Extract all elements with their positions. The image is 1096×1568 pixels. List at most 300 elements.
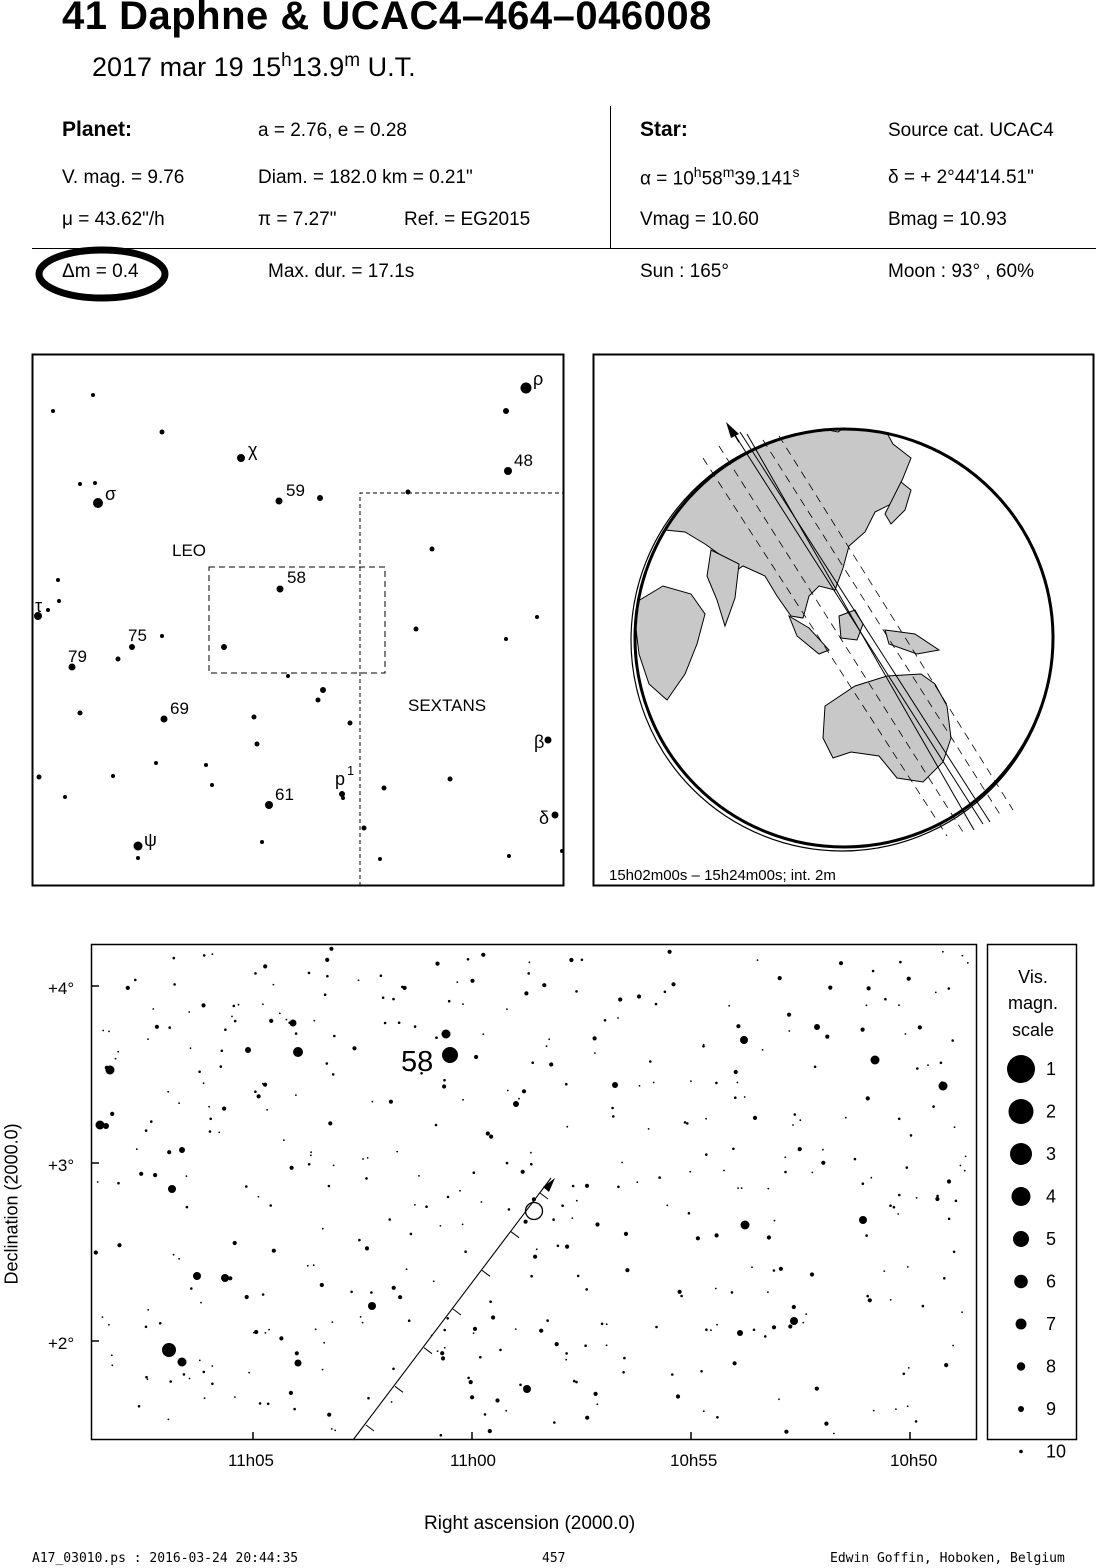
chart-star — [666, 1204, 668, 1206]
chart-star — [327, 1413, 331, 1417]
chart-star — [733, 1361, 737, 1365]
chart-star — [266, 1109, 268, 1111]
chart-star — [147, 1309, 149, 1311]
chart-star — [396, 1151, 398, 1153]
chart-star — [764, 1335, 767, 1338]
chart-star — [822, 1149, 824, 1151]
map-star — [78, 482, 82, 486]
chart-star — [425, 1205, 428, 1208]
chart-star — [440, 1225, 442, 1227]
map-star — [378, 857, 382, 861]
chart-star — [612, 1082, 618, 1088]
map-star — [504, 637, 508, 641]
scale-label-7: 7 — [1046, 1314, 1057, 1334]
chart-star — [866, 1004, 868, 1006]
chart-star — [772, 1325, 776, 1329]
chart-star — [190, 1047, 192, 1049]
chart-star — [792, 1305, 796, 1309]
chart-star — [723, 1170, 725, 1172]
chart-star — [238, 1004, 240, 1006]
chart-star — [951, 1039, 954, 1042]
chart-star — [352, 1046, 356, 1050]
chart-star — [392, 1286, 396, 1290]
chart-star — [527, 972, 530, 975]
chart-star — [179, 1147, 185, 1153]
chart-star — [715, 1082, 718, 1085]
chart-star — [474, 1055, 478, 1059]
chart-star — [908, 1367, 910, 1369]
chart-star — [186, 1206, 189, 1209]
chart-star — [218, 1132, 220, 1134]
chart-star — [443, 1079, 446, 1082]
chart-star — [108, 1324, 110, 1326]
chart-star — [310, 1154, 312, 1156]
chart-star — [522, 1089, 526, 1093]
chart-star — [948, 987, 951, 990]
chart-star — [499, 1349, 502, 1352]
star-label-59: 59 — [286, 481, 305, 500]
chart-star — [269, 1204, 272, 1207]
planet-parallax: π = 7.27" — [258, 209, 337, 230]
chart-star — [295, 1094, 297, 1096]
chart-star — [286, 1019, 288, 1021]
scale-dot-9 — [1018, 1406, 1024, 1412]
xtick-10h50: 10h50 — [890, 1451, 938, 1470]
chart-star — [189, 1378, 191, 1380]
table-divider-vertical — [610, 106, 611, 248]
chart-star — [787, 1013, 791, 1017]
chart-star — [323, 1342, 325, 1344]
chart-star — [444, 1347, 446, 1349]
chart-star — [462, 1003, 464, 1005]
star-label-48: 48 — [514, 451, 533, 470]
chart-star — [788, 1324, 792, 1328]
globe-panel — [593, 354, 1096, 888]
chart-star — [508, 1208, 511, 1211]
chart-star — [203, 1082, 205, 1084]
chart-star — [145, 1129, 148, 1132]
xtick-10h55: 10h55 — [670, 1451, 718, 1470]
chart-star — [469, 1380, 473, 1384]
map-star — [93, 498, 103, 508]
chart-star — [283, 1139, 285, 1141]
chart-star — [136, 1148, 138, 1150]
planet-motion: μ = 43.62"/h — [62, 209, 165, 230]
chart-star — [290, 1166, 294, 1170]
chart-star — [565, 1083, 568, 1086]
chart-star — [671, 982, 675, 986]
chart-star — [371, 1101, 373, 1103]
chart-star — [307, 1265, 309, 1267]
chart-star — [521, 1170, 525, 1174]
chart-star — [173, 1254, 175, 1256]
chart-star — [414, 1025, 417, 1028]
chart-star — [435, 1124, 438, 1127]
chart-star — [828, 986, 832, 990]
chart-star — [110, 1112, 114, 1116]
chart-star — [728, 1005, 730, 1007]
chart-star — [234, 1396, 236, 1398]
chart-star — [389, 1100, 393, 1104]
planet-orbit: a = 2.76, e = 0.28 — [258, 120, 407, 141]
chart-star — [233, 1005, 236, 1008]
chart-star — [147, 1378, 149, 1380]
chart-star — [955, 1200, 958, 1203]
chart-star — [741, 1221, 750, 1230]
chart-star — [767, 1291, 769, 1293]
chart-star — [470, 1395, 474, 1399]
chart-star — [447, 1196, 450, 1199]
event-datetime: 2017 mar 19 15$^h$13.9$^m$ U.T. — [92, 50, 416, 82]
chart-star — [839, 961, 843, 965]
chart-star — [398, 1021, 401, 1024]
chart-star — [138, 1405, 141, 1408]
chart-star — [536, 1248, 538, 1250]
chart-star — [581, 959, 584, 962]
chart-star — [288, 1021, 291, 1024]
scale-dot-5 — [1013, 1231, 1029, 1247]
chart-star — [624, 1232, 628, 1236]
chart-star — [199, 1360, 201, 1362]
chart-star — [433, 1280, 435, 1282]
moon-info: Moon : 93° , 60% — [888, 261, 1034, 282]
chart-star — [872, 970, 875, 973]
chart-star — [209, 1130, 212, 1133]
chart-star — [530, 1152, 532, 1154]
map-star — [221, 644, 227, 650]
star-label-p: p — [335, 769, 346, 789]
chart-star — [833, 1433, 835, 1435]
chart-star — [94, 1250, 98, 1254]
map-star — [237, 454, 245, 462]
map-star — [276, 498, 283, 505]
chart-star — [916, 1067, 919, 1070]
chart-star — [784, 1156, 786, 1158]
chart-star — [507, 1090, 509, 1092]
chart-star — [664, 991, 667, 994]
star-label-tau: τ — [35, 596, 43, 616]
footer-author: Edwin Goffin, Hoboken, Belgium — [830, 1551, 1065, 1566]
chart-star — [178, 1102, 180, 1104]
chart-star — [859, 1216, 867, 1224]
chart-star — [576, 1200, 578, 1202]
chart-star — [690, 1080, 692, 1082]
chart-star — [489, 1300, 492, 1303]
map-star — [46, 608, 50, 612]
chart-star — [482, 1033, 484, 1035]
chart-star — [753, 1329, 756, 1332]
chart-star — [751, 1266, 753, 1268]
chart-star — [328, 1185, 331, 1188]
chart-star — [254, 1330, 258, 1334]
scale-dot-8 — [1017, 1362, 1025, 1370]
chart-star — [208, 1106, 210, 1108]
map-star — [521, 383, 532, 394]
star-bmag: Bmag = 10.93 — [888, 209, 1007, 230]
max-duration: Max. dur. = 17.1s — [268, 261, 415, 282]
chart-star — [873, 1410, 875, 1412]
chart-star — [953, 1251, 956, 1254]
chart-star — [865, 1234, 868, 1237]
chart-star — [111, 1354, 113, 1356]
chart-star — [442, 1084, 446, 1088]
chart-star — [907, 1266, 909, 1268]
chart-star — [220, 1065, 223, 1068]
chart-star — [584, 1344, 587, 1347]
chart-star — [308, 972, 311, 975]
chart-star — [606, 1344, 608, 1346]
chart-star — [762, 1049, 764, 1051]
chart-star — [360, 1316, 362, 1318]
chart-star — [774, 1220, 776, 1222]
chart-star — [254, 972, 257, 975]
chart-star — [459, 1190, 461, 1192]
chart-star — [168, 1419, 170, 1421]
chart-star — [488, 1429, 492, 1433]
map-star — [317, 495, 323, 501]
chart-star — [594, 1392, 598, 1396]
leo-label: LEO — [172, 541, 207, 560]
chart-star — [575, 1381, 578, 1384]
chart-star — [519, 1384, 522, 1387]
chart-star — [440, 1351, 444, 1355]
chart-star — [893, 1206, 896, 1209]
chart-star — [289, 1391, 293, 1395]
map-star — [78, 711, 83, 716]
chart-star — [653, 1082, 655, 1084]
chart-star — [680, 1295, 683, 1298]
chart-star — [689, 1171, 691, 1173]
map-star — [339, 791, 345, 797]
chart-star — [186, 1175, 188, 1177]
chart-star — [572, 1185, 575, 1188]
chart-star — [716, 1324, 718, 1326]
chart-star — [295, 1360, 302, 1367]
chart-star — [190, 1287, 193, 1290]
table-divider-horizontal — [32, 248, 1096, 249]
chart-star — [489, 1135, 493, 1139]
chart-star — [871, 1056, 880, 1065]
chart-star — [150, 1120, 153, 1123]
chart-star — [617, 1017, 619, 1019]
chart-star — [464, 1250, 467, 1253]
chart-star — [910, 1134, 913, 1137]
star-label-psi: ψ — [144, 830, 157, 850]
chart-star — [203, 954, 206, 957]
chart-star — [868, 1298, 872, 1302]
chart-star — [573, 1380, 576, 1383]
chart-star — [245, 1295, 249, 1299]
scale-label-6: 6 — [1046, 1271, 1057, 1292]
chart-star — [506, 1008, 508, 1010]
chart-star — [767, 1235, 771, 1239]
chart-star — [845, 1117, 847, 1119]
chart-star — [899, 961, 902, 964]
chart-star — [862, 1182, 865, 1185]
chart-star — [272, 1249, 276, 1253]
chart-star — [867, 986, 871, 990]
scale-dot-6 — [1014, 1275, 1028, 1289]
chart-star — [211, 1365, 213, 1367]
chart-star — [491, 1315, 495, 1319]
chart-star — [596, 1403, 598, 1405]
map-star — [210, 783, 214, 787]
chart-star — [790, 1317, 798, 1325]
chart-star — [821, 1161, 825, 1165]
chart-star — [569, 958, 573, 962]
chart-star — [636, 1181, 638, 1183]
detail-frame — [92, 945, 977, 1440]
chart-star — [854, 1158, 857, 1161]
chart-star — [922, 1305, 925, 1308]
star-label-p-superscript: 1 — [347, 763, 355, 778]
chart-star — [906, 1166, 909, 1169]
chart-star — [224, 1028, 227, 1031]
chart-star — [273, 984, 275, 986]
chart-star — [703, 1044, 705, 1046]
chart-star — [203, 1371, 206, 1374]
chart-star — [178, 1258, 180, 1260]
ytick-3deg: +3° — [48, 1156, 75, 1175]
chart-star — [168, 1026, 171, 1029]
chart-star — [103, 1123, 109, 1129]
chart-star — [531, 1061, 534, 1064]
chart-star — [322, 1369, 324, 1371]
map-star — [260, 840, 264, 844]
chart-star — [903, 1373, 906, 1376]
chart-star — [737, 1330, 743, 1336]
chart-star — [200, 1302, 202, 1304]
chart-star — [178, 1358, 187, 1367]
map-star — [535, 615, 539, 619]
x-axis-label: Right ascension (2000.0) — [424, 1513, 636, 1534]
chart-star — [553, 1421, 556, 1424]
chart-star — [961, 1311, 963, 1313]
map-star — [504, 467, 512, 475]
chart-star — [524, 1220, 528, 1224]
scale-dot-2 — [1009, 1099, 1034, 1124]
star-label-chi: χ — [248, 440, 258, 460]
chart-star — [269, 1019, 273, 1023]
chart-star — [890, 1299, 892, 1301]
ytick-2deg: +2° — [48, 1334, 75, 1353]
chart-star — [788, 1030, 790, 1032]
chart-star — [263, 1083, 267, 1087]
chart-star — [159, 1322, 162, 1325]
chart-star — [779, 1267, 783, 1271]
chart-star — [744, 1096, 746, 1098]
scale-frame — [988, 945, 1077, 1440]
chart-star — [604, 1019, 607, 1022]
chart-star — [193, 1272, 201, 1280]
chart-star — [102, 1030, 104, 1032]
chart-star — [152, 1008, 154, 1010]
chart-star — [866, 1096, 870, 1100]
map-star — [316, 698, 321, 703]
chart-star — [731, 1291, 734, 1294]
chart-star — [212, 953, 214, 955]
chart-star — [398, 1295, 402, 1299]
scale-label-5: 5 — [1046, 1229, 1057, 1249]
chart-star — [221, 1050, 224, 1053]
chart-star — [740, 1036, 748, 1044]
map-star — [277, 586, 284, 593]
chart-star — [231, 1016, 233, 1018]
chart-star — [861, 1028, 865, 1032]
chart-star — [410, 1233, 413, 1236]
scale-label-1: 1 — [1046, 1059, 1057, 1079]
chart-star — [167, 1150, 171, 1154]
chart-star — [147, 1038, 149, 1040]
chart-star — [367, 1397, 370, 1400]
chart-star — [462, 1099, 464, 1101]
chart-star — [703, 1410, 705, 1412]
chart-star — [173, 983, 176, 986]
chart-star — [279, 1336, 283, 1340]
chart-star — [262, 1003, 264, 1005]
map-star — [116, 657, 121, 662]
chart-star — [705, 1328, 708, 1331]
map-star — [507, 854, 511, 858]
chart-star — [333, 1035, 336, 1038]
chart-star — [183, 1373, 186, 1376]
map-star — [154, 761, 158, 765]
map-star — [57, 599, 61, 603]
star-label-75: 75 — [128, 626, 147, 645]
map-star — [160, 430, 165, 435]
chart-star — [102, 1316, 104, 1318]
chart-star — [332, 1073, 335, 1076]
chart-star — [382, 996, 385, 999]
chart-star — [484, 1413, 487, 1416]
map-star — [136, 856, 140, 860]
chart-star — [324, 993, 327, 996]
star-label-69: 69 — [170, 699, 189, 718]
chart-star — [358, 1239, 361, 1242]
chart-star — [943, 1277, 946, 1280]
chart-star — [907, 1405, 909, 1407]
map-star — [37, 775, 42, 780]
chart-star — [546, 1319, 549, 1322]
map-star — [56, 578, 60, 582]
chart-star — [414, 1204, 416, 1206]
map-star — [161, 716, 168, 723]
chart-star — [612, 1115, 615, 1118]
chart-star — [443, 1329, 446, 1332]
chart-star — [380, 974, 383, 977]
chart-star — [441, 1356, 445, 1360]
chart-star — [462, 1224, 464, 1226]
chart-star — [515, 1328, 517, 1330]
chart-star — [705, 1153, 708, 1156]
chart-star — [295, 1032, 298, 1035]
chart-star — [333, 1165, 335, 1167]
chart-star — [566, 1126, 568, 1128]
chart-star — [467, 958, 470, 961]
chart-star — [927, 1064, 929, 1066]
xtick-11h00: 11h00 — [450, 1451, 497, 1470]
chart-star — [688, 1212, 691, 1215]
chart-star — [362, 1322, 364, 1324]
map-frame — [33, 355, 564, 886]
chart-star — [814, 1024, 820, 1030]
chart-star — [805, 1313, 807, 1315]
chart-star — [228, 1276, 232, 1280]
chart-star — [279, 1013, 281, 1015]
detail-star-chart — [91, 944, 978, 1441]
map-star — [552, 812, 559, 819]
chart-star — [529, 961, 531, 963]
